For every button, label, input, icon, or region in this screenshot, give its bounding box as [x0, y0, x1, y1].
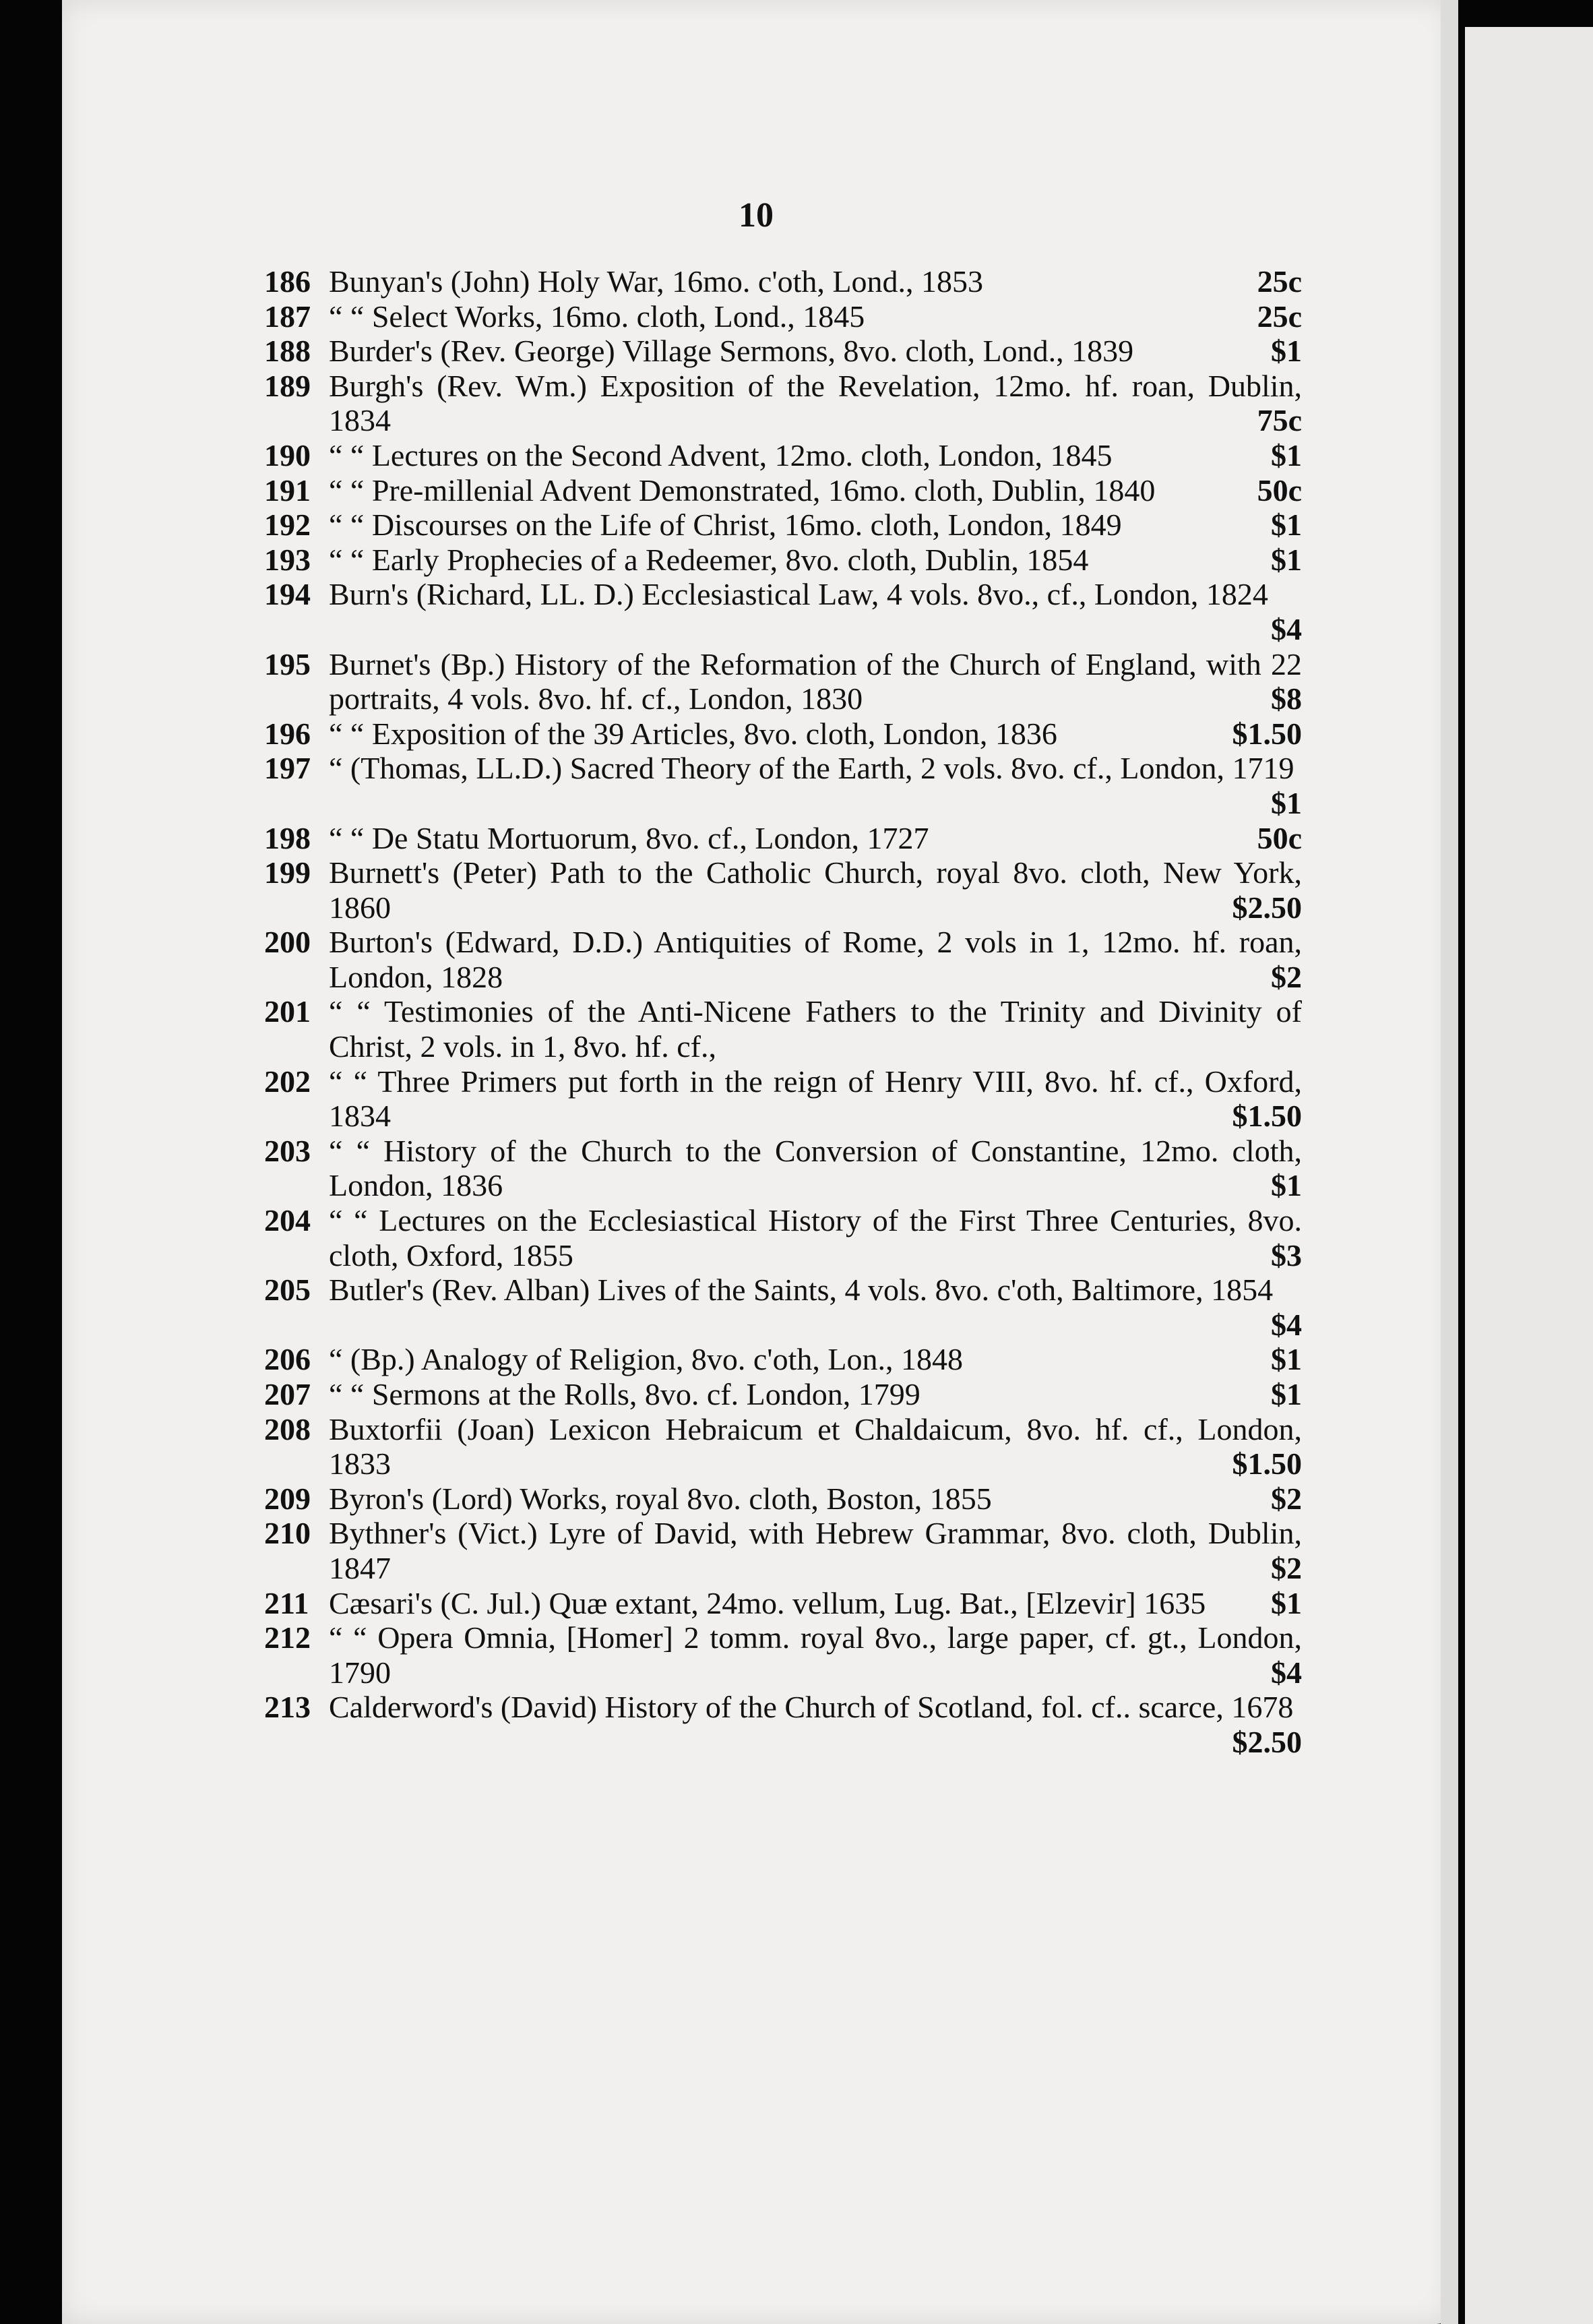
entry-number: 208 — [264, 1411, 311, 1446]
entry-number: 196 — [264, 716, 311, 751]
catalogue-entry — [264, 1481, 1302, 1517]
entry-number: 212 — [264, 1620, 311, 1655]
entry-price: $3 — [1271, 1237, 1302, 1273]
catalogue-entry — [264, 1377, 1302, 1412]
entry-number: 211 — [264, 1585, 309, 1620]
entry-price: 75c — [1257, 403, 1302, 438]
entry-number: 191 — [264, 472, 311, 508]
entry-text: Burgh's (Rev. Wm.) Exposition of the Revelation, 12mo. hf. roan, Dublin, 1834 — [329, 368, 1302, 438]
entry-number: 198 — [264, 820, 311, 855]
catalogue-entry — [264, 1690, 1302, 1759]
entry-number: 190 — [264, 437, 311, 472]
catalogue-entry — [264, 1273, 1302, 1342]
entry-number: 204 — [264, 1203, 311, 1238]
entry-price: 50c — [1257, 472, 1302, 508]
entry-text: Bythner's (Vict.) Lyre of David, with Hebrew Grammar, 8vo. cloth, Dublin, 1847 — [329, 1516, 1302, 1585]
catalogue-entry — [264, 751, 1302, 820]
catalogue-entry — [264, 438, 1302, 473]
entry-text: Calderword's (David) History of the Church of Scotland, fol. cf.. scarce, 1678 — [329, 1690, 1294, 1725]
entry-number: 210 — [264, 1516, 311, 1551]
catalogue-entry — [264, 1412, 1302, 1481]
entry-number: 195 — [264, 646, 311, 681]
catalogue-entry — [264, 473, 1302, 508]
entry-price: $2 — [1271, 1481, 1302, 1516]
catalogue-entry — [264, 543, 1302, 578]
entry-text: Byron's (Lord) Works, royal 8vo. cloth, Boston, 1855 — [329, 1481, 992, 1516]
catalogue-entry — [264, 508, 1302, 543]
entry-text: “ “ Three Primers put forth in the reign of Henry VIII, 8vo. hf. cf., Oxford, 1834 — [329, 1064, 1302, 1134]
entry-price: $4 — [1271, 611, 1302, 646]
catalogue-entries — [264, 264, 1302, 1760]
catalogue-entry — [264, 647, 1302, 716]
catalogue-page — [62, 0, 1450, 2324]
entry-number: 187 — [264, 299, 311, 334]
entry-price: $1 — [1271, 1585, 1302, 1620]
entry-number: 201 — [264, 994, 311, 1029]
entry-price: $1 — [1271, 1377, 1302, 1411]
entry-number: 186 — [264, 264, 311, 299]
entry-text: “ “ De Statu Mortuorum, 8vo. cf., London, 1727 — [329, 820, 929, 855]
entry-price: 25c — [1257, 299, 1302, 334]
catalogue-entry — [264, 1620, 1302, 1690]
catalogue-entry — [264, 925, 1302, 994]
entry-price: $2 — [1271, 959, 1302, 994]
entry-price: $4 — [1271, 1655, 1302, 1690]
entry-text: Bunyan's (John) Holy War, 16mo. c'oth, Lond., 1853 — [329, 264, 983, 299]
entry-number: 202 — [264, 1064, 311, 1099]
entry-price: $1 — [1271, 437, 1302, 472]
entry-text: “ (Bp.) Analogy of Religion, 8vo. c'oth, Lon., 1848 — [329, 1342, 963, 1377]
entry-number: 205 — [264, 1273, 311, 1308]
entry-text: “ “ Lectures on the Ecclesiastical History of the First Three Centuries, 8vo. cloth, Oxford, 1855 — [329, 1203, 1302, 1273]
entry-text: Burton's (Edward, D.D.) Antiquities of Rome, 2 vols in 1, 12mo. hf. roan, London, 1828 — [329, 925, 1302, 994]
entry-text: “ “ Testimonies of the Anti-Nicene Fathers to the Trinity and Divinity of Christ, 2 vols. in 1, 8vo. hf. cf., — [329, 994, 1302, 1064]
catalogue-entry — [264, 1134, 1302, 1203]
entry-number: 193 — [264, 542, 311, 577]
adjacent-page-edge — [1465, 27, 1593, 2324]
entry-number: 192 — [264, 508, 311, 543]
entry-price: $2 — [1271, 1550, 1302, 1585]
entry-price: $1.50 — [1232, 716, 1302, 751]
entry-text: Buxtorfii (Joan) Lexicon Hebraicum et Chaldaicum, 8vo. hf. cf., London, 1833 — [329, 1411, 1302, 1481]
entry-text: Burnett's (Peter) Path to the Catholic Church, royal 8vo. cloth, New York, 1860 — [329, 855, 1302, 925]
entry-text: Burn's (Richard, LL. D.) Ecclesiastical Law, 4 vols. 8vo., cf., London, 1824 — [329, 577, 1268, 612]
page-number: 10 — [739, 196, 774, 235]
catalogue-entry — [264, 855, 1302, 925]
catalogue-entry — [264, 716, 1302, 752]
entry-number: 206 — [264, 1342, 311, 1377]
catalogue-entry — [264, 821, 1302, 856]
entry-text: “ “ Sermons at the Rolls, 8vo. cf. London, 1799 — [329, 1377, 920, 1411]
entry-number: 207 — [264, 1377, 311, 1411]
entry-number: 200 — [264, 925, 311, 960]
entry-price: $1.50 — [1232, 1099, 1302, 1134]
entry-price: $1 — [1271, 334, 1302, 369]
entry-text: “ “ Lectures on the Second Advent, 12mo. cloth, London, 1845 — [329, 437, 1113, 472]
entry-price: $2.50 — [1232, 890, 1302, 925]
page-spine — [1441, 0, 1458, 2324]
entry-text: Burder's (Rev. George) Village Sermons, 8vo. cloth, Lond., 1839 — [329, 334, 1134, 369]
entry-price: $1 — [1271, 508, 1302, 543]
entry-price: $8 — [1271, 681, 1302, 716]
entry-text: “ “ Discourses on the Life of Christ, 16mo. cloth, London, 1849 — [329, 508, 1122, 543]
catalogue-entry — [264, 1064, 1302, 1134]
entry-price: $4 — [1271, 1307, 1302, 1342]
catalogue-entry — [264, 299, 1302, 334]
entry-price: $1 — [1271, 785, 1302, 820]
entry-text: “ “ Exposition of the 39 Articles, 8vo. cloth, London, 1836 — [329, 716, 1057, 751]
entry-price: $1.50 — [1232, 1446, 1302, 1481]
entry-price: 50c — [1257, 820, 1302, 855]
catalogue-entry — [264, 1586, 1302, 1621]
entry-number: 188 — [264, 334, 311, 369]
entry-price: $1 — [1271, 542, 1302, 577]
entry-text: “ “ Opera Omnia, [Homer] 2 tomm. royal 8vo., large paper, cf. gt., London, 1790 — [329, 1620, 1302, 1690]
catalogue-entry — [264, 369, 1302, 438]
entry-text: “ “ Early Prophecies of a Redeemer, 8vo. cloth, Dublin, 1854 — [329, 542, 1089, 577]
entry-text: Butler's (Rev. Alban) Lives of the Saints, 4 vols. 8vo. c'oth, Baltimore, 1854 — [329, 1273, 1274, 1308]
entry-price: 25c — [1257, 264, 1302, 299]
entry-text: Burnet's (Bp.) History of the Reformation of the Church of England, with 22 portraits, 4 vols. 8vo. hf. cf., London, 1830 — [329, 646, 1302, 716]
entry-text: “ “ Pre-millenial Advent Demonstrated, 16mo. cloth, Dublin, 1840 — [329, 472, 1156, 508]
entry-price: $2.50 — [1232, 1724, 1302, 1759]
catalogue-entry — [264, 334, 1302, 369]
entry-price: $1 — [1271, 1342, 1302, 1377]
entry-text: “ “ History of the Church to the Conversion of Constantine, 12mo. cloth, London, 1836 — [329, 1133, 1302, 1203]
catalogue-entry — [264, 1203, 1302, 1273]
entry-number: 197 — [264, 751, 311, 786]
catalogue-entry — [264, 994, 1302, 1064]
entry-number: 213 — [264, 1690, 311, 1725]
entry-text: “ (Thomas, LL.D.) Sacred Theory of the Earth, 2 vols. 8vo. cf., London, 1719 — [329, 751, 1294, 786]
catalogue-entry — [264, 1516, 1302, 1585]
entry-number: 189 — [264, 368, 311, 403]
entry-number: 194 — [264, 577, 311, 612]
entry-text: “ “ Select Works, 16mo. cloth, Lond., 1845 — [329, 299, 865, 334]
entry-number: 199 — [264, 855, 311, 890]
entry-text: Cæsari's (C. Jul.) Quæ extant, 24mo. vellum, Lug. Bat., [Elzevir] 1635 — [329, 1585, 1206, 1620]
entry-number: 209 — [264, 1481, 311, 1516]
catalogue-entry — [264, 264, 1302, 299]
catalogue-entry — [264, 577, 1302, 646]
entry-number: 203 — [264, 1133, 311, 1168]
entry-price: $1 — [1271, 1168, 1302, 1203]
catalogue-entry — [264, 1342, 1302, 1377]
